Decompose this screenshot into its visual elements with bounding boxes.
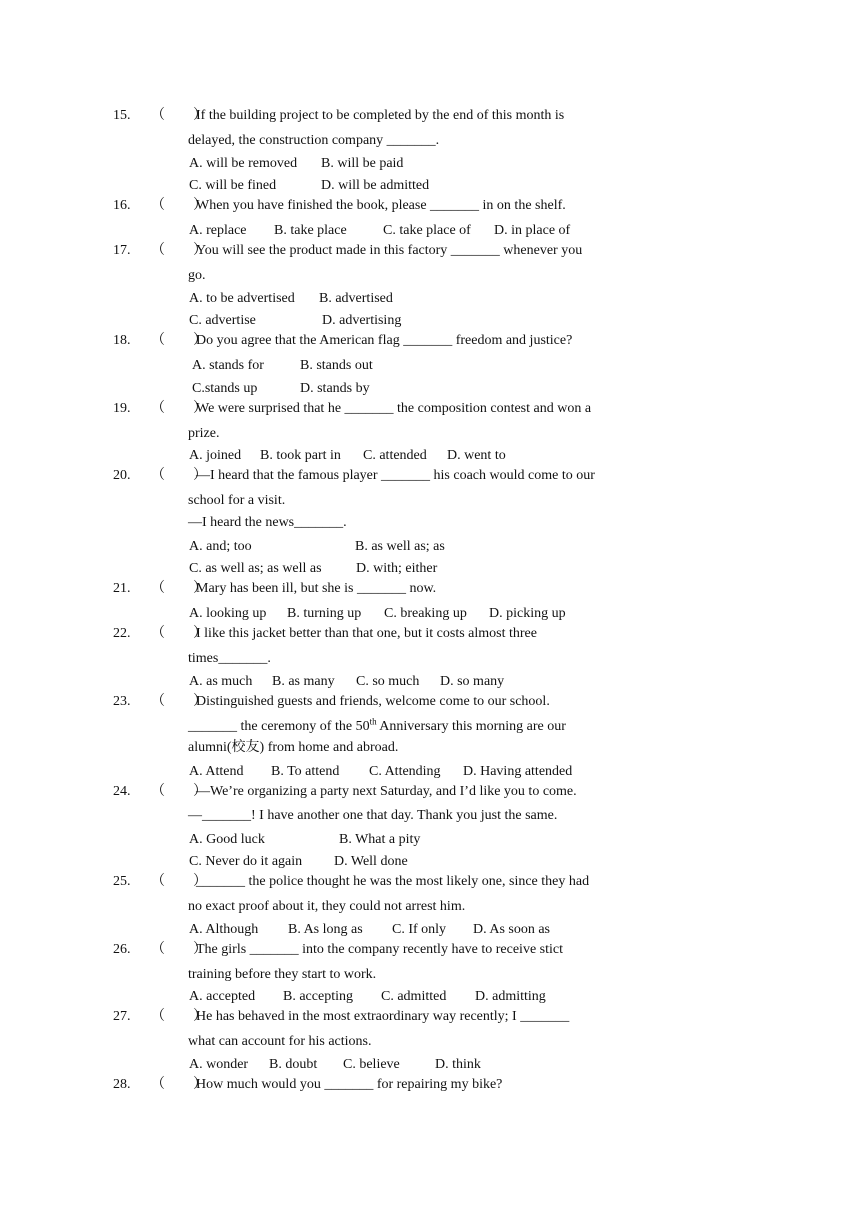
question-stem: How much would you _______ for repairing my bike? xyxy=(196,1077,503,1092)
option-b: B. As long as xyxy=(288,922,363,937)
option-a: A. wonder xyxy=(189,1057,249,1072)
question-number: 23. xyxy=(113,694,131,709)
option-d: D. admitting xyxy=(475,989,546,1004)
question-stem: Mary has been ill, but she is _______ now. xyxy=(196,581,437,596)
option-a: A. Attend xyxy=(189,764,244,779)
question-number: 22. xyxy=(113,626,131,641)
question-stem: _______ the police thought he was the most likely one, since they had xyxy=(196,874,590,889)
option-b: B. doubt xyxy=(269,1057,318,1072)
option-a: A. as much xyxy=(189,674,253,689)
answer-blank: （ ） xyxy=(151,243,207,258)
stem-text: _______ the ceremony of the 50 xyxy=(188,719,370,734)
question-stem-continued: no exact proof about it, they could not arrest him. xyxy=(188,899,466,914)
option-a: A. Although xyxy=(189,922,259,937)
option-a: A. will be removed xyxy=(189,156,298,171)
option-c: C. advertise xyxy=(189,313,256,328)
question-stem: The girls _______ into the company recently have to receive stict xyxy=(196,942,563,957)
answer-blank: （ ） xyxy=(151,468,207,483)
option-a: A. stands for xyxy=(192,358,264,373)
question-stem: Do you agree that the American flag _______ freedom and justice? xyxy=(196,333,573,348)
answer-blank: （ ） xyxy=(151,942,207,957)
answer-blank: （ ） xyxy=(151,874,207,889)
option-b: B. accepting xyxy=(283,989,353,1004)
question-stem-continued: what can account for his actions. xyxy=(188,1034,372,1049)
answer-blank: （ ） xyxy=(151,108,207,123)
answer-blank: （ ） xyxy=(151,1009,207,1024)
option-c: C. breaking up xyxy=(384,606,467,621)
option-c: C. Attending xyxy=(369,764,441,779)
question-stem-continued: training before they start to work. xyxy=(188,967,377,982)
option-b: B. as well as; as xyxy=(355,539,445,554)
option-a: A. accepted xyxy=(189,989,256,1004)
question-number: 28. xyxy=(113,1077,131,1092)
answer-blank: （ ） xyxy=(151,581,207,596)
question-stem: He has behaved in the most extraordinary way recently; I _______ xyxy=(196,1009,570,1024)
option-c: C. believe xyxy=(343,1057,400,1072)
question-number: 18. xyxy=(113,333,131,348)
answer-blank: （ ） xyxy=(151,626,207,641)
question-stem-continued: go. xyxy=(188,268,206,283)
option-d: D. went to xyxy=(447,448,506,463)
option-b: B. What a pity xyxy=(339,832,421,847)
option-c: C. will be fined xyxy=(189,178,277,193)
option-c: C. admitted xyxy=(381,989,447,1004)
question-number: 16. xyxy=(113,198,131,213)
question-number: 24. xyxy=(113,784,131,799)
option-b: B. will be paid xyxy=(321,156,404,171)
question-stem-continued: delayed, the construction company _______. xyxy=(188,133,440,148)
option-c: C. take place of xyxy=(383,223,471,238)
question-dialogue-reply: —I heard the news_______. xyxy=(188,515,347,530)
question-stem-continued: times_______. xyxy=(188,651,271,666)
question-stem: You will see the product made in this factory _______ whenever you xyxy=(196,243,583,258)
question-number: 20. xyxy=(113,468,131,483)
question-number: 17. xyxy=(113,243,131,258)
question-stem: If the building project to be completed by the end of this month is xyxy=(196,108,565,123)
question-stem: I like this jacket better than that one, but it costs almost three xyxy=(196,626,537,641)
question-stem-continued: school for a visit. xyxy=(188,493,286,508)
question-number: 27. xyxy=(113,1009,131,1024)
answer-blank: （ ） xyxy=(151,401,207,416)
option-d: D. advertising xyxy=(322,313,402,328)
question-stem-continued: prize. xyxy=(188,426,220,441)
option-d: D. As soon as xyxy=(473,922,551,937)
option-a: A. and; too xyxy=(189,539,252,554)
option-c: C. If only xyxy=(392,922,447,937)
answer-blank: （ ） xyxy=(151,784,207,799)
question-number: 25. xyxy=(113,874,131,889)
option-b: B. as many xyxy=(272,674,335,689)
question-stem-continued xyxy=(188,718,566,736)
question-number: 15. xyxy=(113,108,131,123)
question-stem: We were surprised that he _______ the composition contest and won a xyxy=(196,401,592,416)
option-d: D. Well done xyxy=(334,854,408,869)
question-stem: —We’re organizing a party next Saturday, and I’d like you to come. xyxy=(196,784,577,799)
question-number: 26. xyxy=(113,942,131,957)
question-number: 19. xyxy=(113,401,131,416)
ordinal-suffix: th xyxy=(369,716,377,727)
question-number: 21. xyxy=(113,581,131,596)
option-a: A. Good luck xyxy=(189,832,265,847)
question-dialogue-reply: —_______! I have another one that day. Thank you just the same. xyxy=(188,808,558,823)
option-b: B. took part in xyxy=(260,448,341,463)
option-d: D. picking up xyxy=(489,606,566,621)
answer-blank: （ ） xyxy=(151,333,207,348)
option-b: B. stands out xyxy=(300,358,373,373)
option-b: B. advertised xyxy=(319,291,393,306)
answer-blank: （ ） xyxy=(151,694,207,709)
option-b: B. turning up xyxy=(287,606,362,621)
option-d: D. stands by xyxy=(300,381,370,396)
question-stem: —I heard that the famous player _______ his coach would come to our xyxy=(196,468,595,483)
option-d: D. with; either xyxy=(356,561,438,576)
answer-blank: （ ） xyxy=(151,198,207,213)
question-stem: When you have finished the book, please _______ in on the shelf. xyxy=(196,198,566,213)
option-c: C. Never do it again xyxy=(189,854,303,869)
question-stem-continued: alumni(校友) from home and abroad. xyxy=(188,740,399,755)
option-b: B. To attend xyxy=(271,764,340,779)
option-a: A. looking up xyxy=(189,606,267,621)
option-d: D. so many xyxy=(440,674,505,689)
option-d: D. Having attended xyxy=(463,764,573,779)
option-c: C.stands up xyxy=(192,381,258,396)
stem-text: Anniversary this morning are our xyxy=(376,719,566,734)
question-stem: Distinguished guests and friends, welcome come to our school. xyxy=(196,694,550,709)
option-c: C. so much xyxy=(356,674,420,689)
option-a: A. replace xyxy=(189,223,247,238)
option-c: C. as well as; as well as xyxy=(189,561,322,576)
option-c: C. attended xyxy=(363,448,427,463)
option-d: D. will be admitted xyxy=(321,178,430,193)
answer-blank: （ ） xyxy=(151,1077,207,1092)
option-d: D. think xyxy=(435,1057,481,1072)
option-a: A. joined xyxy=(189,448,242,463)
option-d: D. in place of xyxy=(494,223,571,238)
option-a: A. to be advertised xyxy=(189,291,295,306)
option-b: B. take place xyxy=(274,223,347,238)
